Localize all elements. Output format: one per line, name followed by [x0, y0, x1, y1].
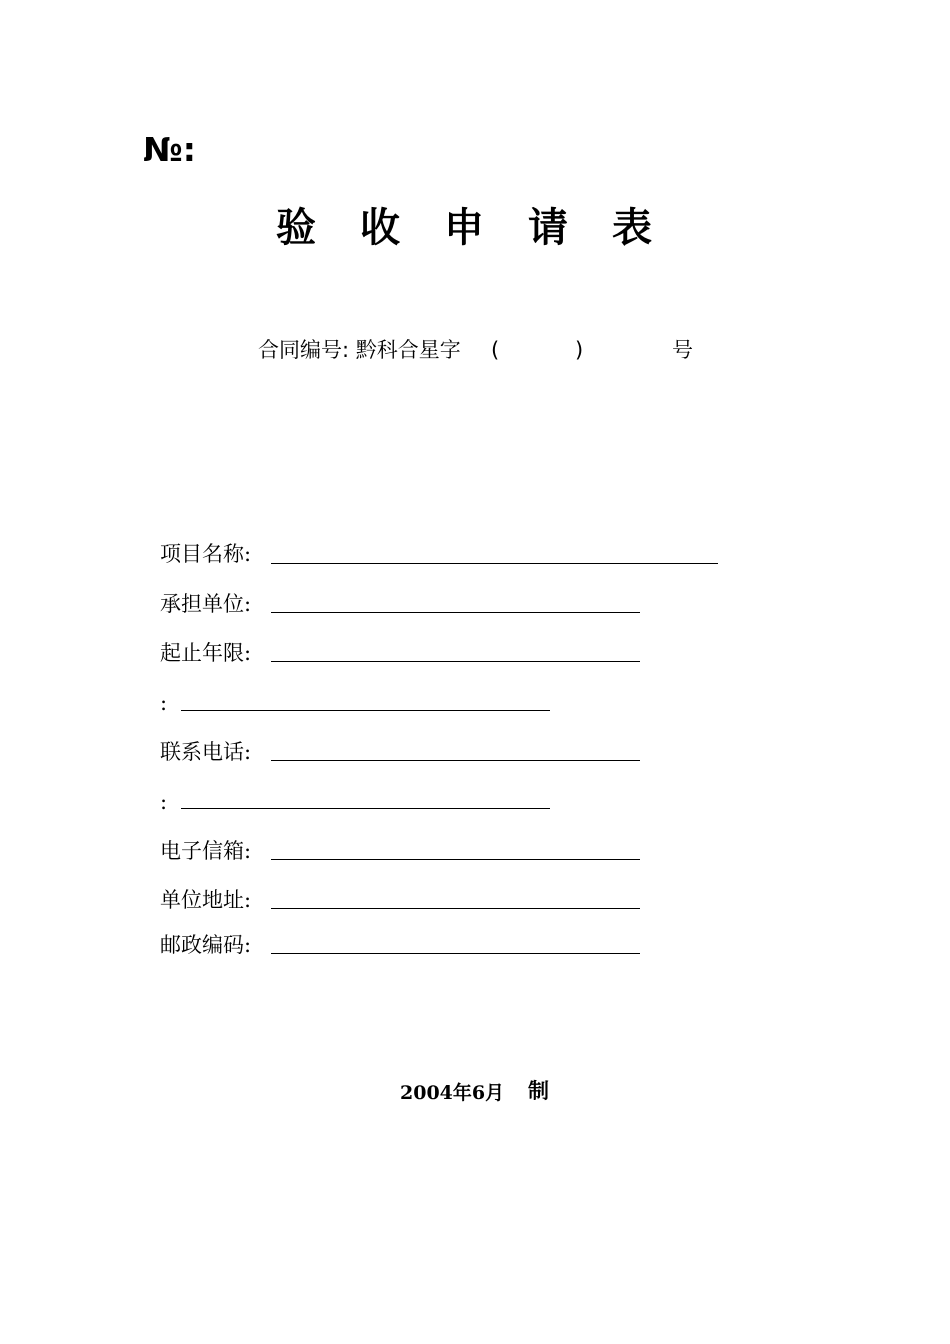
field-label-project-name: 项目名称:: [160, 542, 252, 566]
field-line-undertaking-unit[interactable]: [271, 612, 640, 613]
field-label-undertaking-unit: 承担单位:: [160, 592, 252, 616]
field-line-project-name[interactable]: [271, 563, 718, 564]
contract-close-paren: ): [575, 338, 584, 362]
field-label-email: 电子信箱:: [160, 839, 252, 863]
field-label-blank-1: :: [160, 691, 168, 715]
field-line-email[interactable]: [271, 859, 640, 860]
page-title: 验收申请表: [276, 205, 696, 251]
field-line-blank-1[interactable]: [181, 710, 550, 711]
document-number-label: №:: [143, 130, 196, 169]
contract-number-suffix: 号: [672, 338, 693, 362]
contract-open-paren: (: [491, 338, 500, 362]
field-label-blank-2: :: [160, 790, 168, 814]
field-line-blank-2[interactable]: [181, 808, 550, 809]
footer-date: 2004年6月: [400, 1082, 505, 1104]
field-label-address: 单位地址:: [160, 888, 252, 912]
field-line-phone[interactable]: [271, 760, 640, 761]
field-label-postal-code: 邮政编码:: [160, 933, 252, 957]
footer-made: 制: [528, 1079, 549, 1103]
contract-number-label: 合同编号: 黔科合星字: [258, 338, 461, 362]
field-line-postal-code[interactable]: [271, 953, 640, 954]
field-label-phone: 联系电话:: [160, 740, 252, 764]
field-line-period[interactable]: [271, 661, 640, 662]
field-line-address[interactable]: [271, 908, 640, 909]
field-label-period: 起止年限:: [160, 641, 252, 665]
